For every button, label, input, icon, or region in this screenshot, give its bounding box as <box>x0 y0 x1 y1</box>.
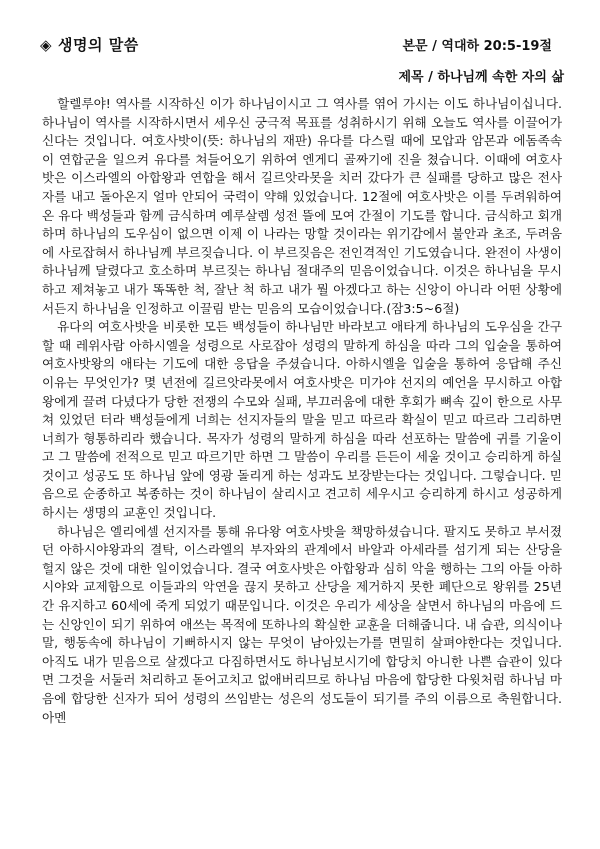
diamond-bullet-icon: ◈ <box>40 36 53 54</box>
section-title-text: 생명의 말씀 <box>58 36 139 54</box>
sermon-subject: 제목 / 하나님께 속한 자의 삶 <box>398 70 564 85</box>
paragraph: 할렐루야! 역사를 시작하신 이가 하나님이시고 그 역사를 엮어 가시는 이도 하나님이십니다. 하나님이 역사를 시작하시면서 세우신 궁극적 목표를 성취하시기 위해 오늘도 역사를 이끌어가신다는 것입니다. 여호사밧이(뜻: 하나님의 재판) 유다를 다스릴 때에 모압과 암몬과 에돔족속이 연합군을 일으켜 유다를 쳐들어오기 위하여 엔게디 골짜기에 진을 쳤습니다. 이때에 여호사밧은 이스라엘의 아합왕과 연합을 해서 길르앗라못을 치러 갔다가 큰 실패를 당하고 많은 전사자를 내고 돌아온지 얼마 안되어 국력이 약해 있었습니다. 12절에 여호사밧은 이를 두려워하여 온 유다 백성들과 함께 금식하며 예루살렘 성전 뜰에 모여 간절이 기도를 합니다. 금식하고 회개하며 하나님의 도우심이 없으면 이제 이 나라는 망할 것이라는 위기감에서 불안과 초조, 두려움에 사로잡혀서 하나님께 부르짖습니다. 이 부르짖음은 전인격적인 기도였습니다. 완전이 사생이 하나님께 달렸다고 호소하며 부르짖는 하나님 절대주의 믿음이었습니다. 이것은 하나님을 무시하고 제쳐놓고 내가 똑똑한 척, 잘난 척 하고 내가 뭘 아겠다고 하는 신앙이 아니라 어떤 상황에서든지 하나님을 인정하고 이끌림 받는 믿음의 모습이었습니다.(잠3:5~6절) <box>42 96 562 316</box>
paragraph: 유다의 여호사밧을 비롯한 모든 백성들이 하나님만 바라보고 애타게 하나님의 도우심을 간구할 때 레위사람 아하시엘을 성령으로 사로잡아 성령의 말하게 하심을 따라 그의 입술을 통하여 여호사밧왕의 애타는 기도에 대한 응답을 주셨습니다. 아하시엘을 입술을 통하여 응답해 주신 이유는 무엇인가? 몇 년전에 길르앗라못에서 여호사밧은 미가야 선지의 예언을 무시하고 아합왕에게 끌려 다녔다가 당한 전쟁의 수모와 실패, 부끄러움에 대한 후회가 뼈속 깊이 한으로 사무쳐 있었던 터라 백성들에게 너희는 선지자들의 말을 믿고 따르라 확실이 믿고 따르라 그리하면 너희가 형통하리라 했습니다. 목자가 성령의 말하게 하심을 따라 선포하는 말씀에 귀를 기울이고 그 말씀에 전적으로 믿고 따르기만 하면 그 말씀이 우리를 든든이 세울 것이고 승리하게 하실 것이고 성공도 또 하나님 앞에 영광 돌리게 하는 성과도 보장받는다는 것입니다. 그렇습니다. 믿음으로 순종하고 복종하는 것이 하나님이 살리시고 견고히 세우시고 승리하게 하시고 성공하게 하시는 생명의 교훈인 것입니다. <box>42 319 562 521</box>
paragraph: 하나님은 엘리에셀 선지자를 통해 유다왕 여호사밧을 책망하셨습니다. 팔지도 못하고 부서졌던 아하시야왕과의 결탁, 이스라엘의 부자와의 관계에서 바알과 아세라를 섬기게 되는 산당을 헐지 않은 것에 대한 일이었습니다. 결국 여호사밧은 아합왕과 심히 악을 행하는 그의 아들 아하시야와 교제함으로 이들과의 악연을 끊지 못하고 산당을 제거하지 못한 폐단으로 왕위를 25년간 유지하고 60세에 죽게 되었기 때문입니다. 이것은 우리가 세상을 살면서 하나님의 마음에 드는 신앙인이 되기 위하여 애쓰는 목적에 또하나의 확실한 교훈을 더해줍니다. 내 습관, 의식이나 말, 행동속에 하나님이 기뻐하시지 않는 무엇이 남아있는가를 면밀히 살펴야한다는 것입니다. 아직도 내가 믿음으로 살겠다고 다짐하면서도 하나님보시기에 합당치 아니한 나쁜 습관이 있다면 그것을 서둘러 처리하고 돋어고치고 없애버리므로 하나님 마음에 합당한 다윗처럼 하나님 마음에 합당한 신자가 되어 성령의 쓰임받는 성은의 성도들이 되기를 주의 이름으로 축원합니다. 아멘 <box>42 523 562 725</box>
sermon-body <box>42 95 562 727</box>
scripture-reference: 본문 / 역대하 20:5-19절 <box>402 39 552 54</box>
header <box>40 34 560 58</box>
section-title <box>40 34 139 55</box>
